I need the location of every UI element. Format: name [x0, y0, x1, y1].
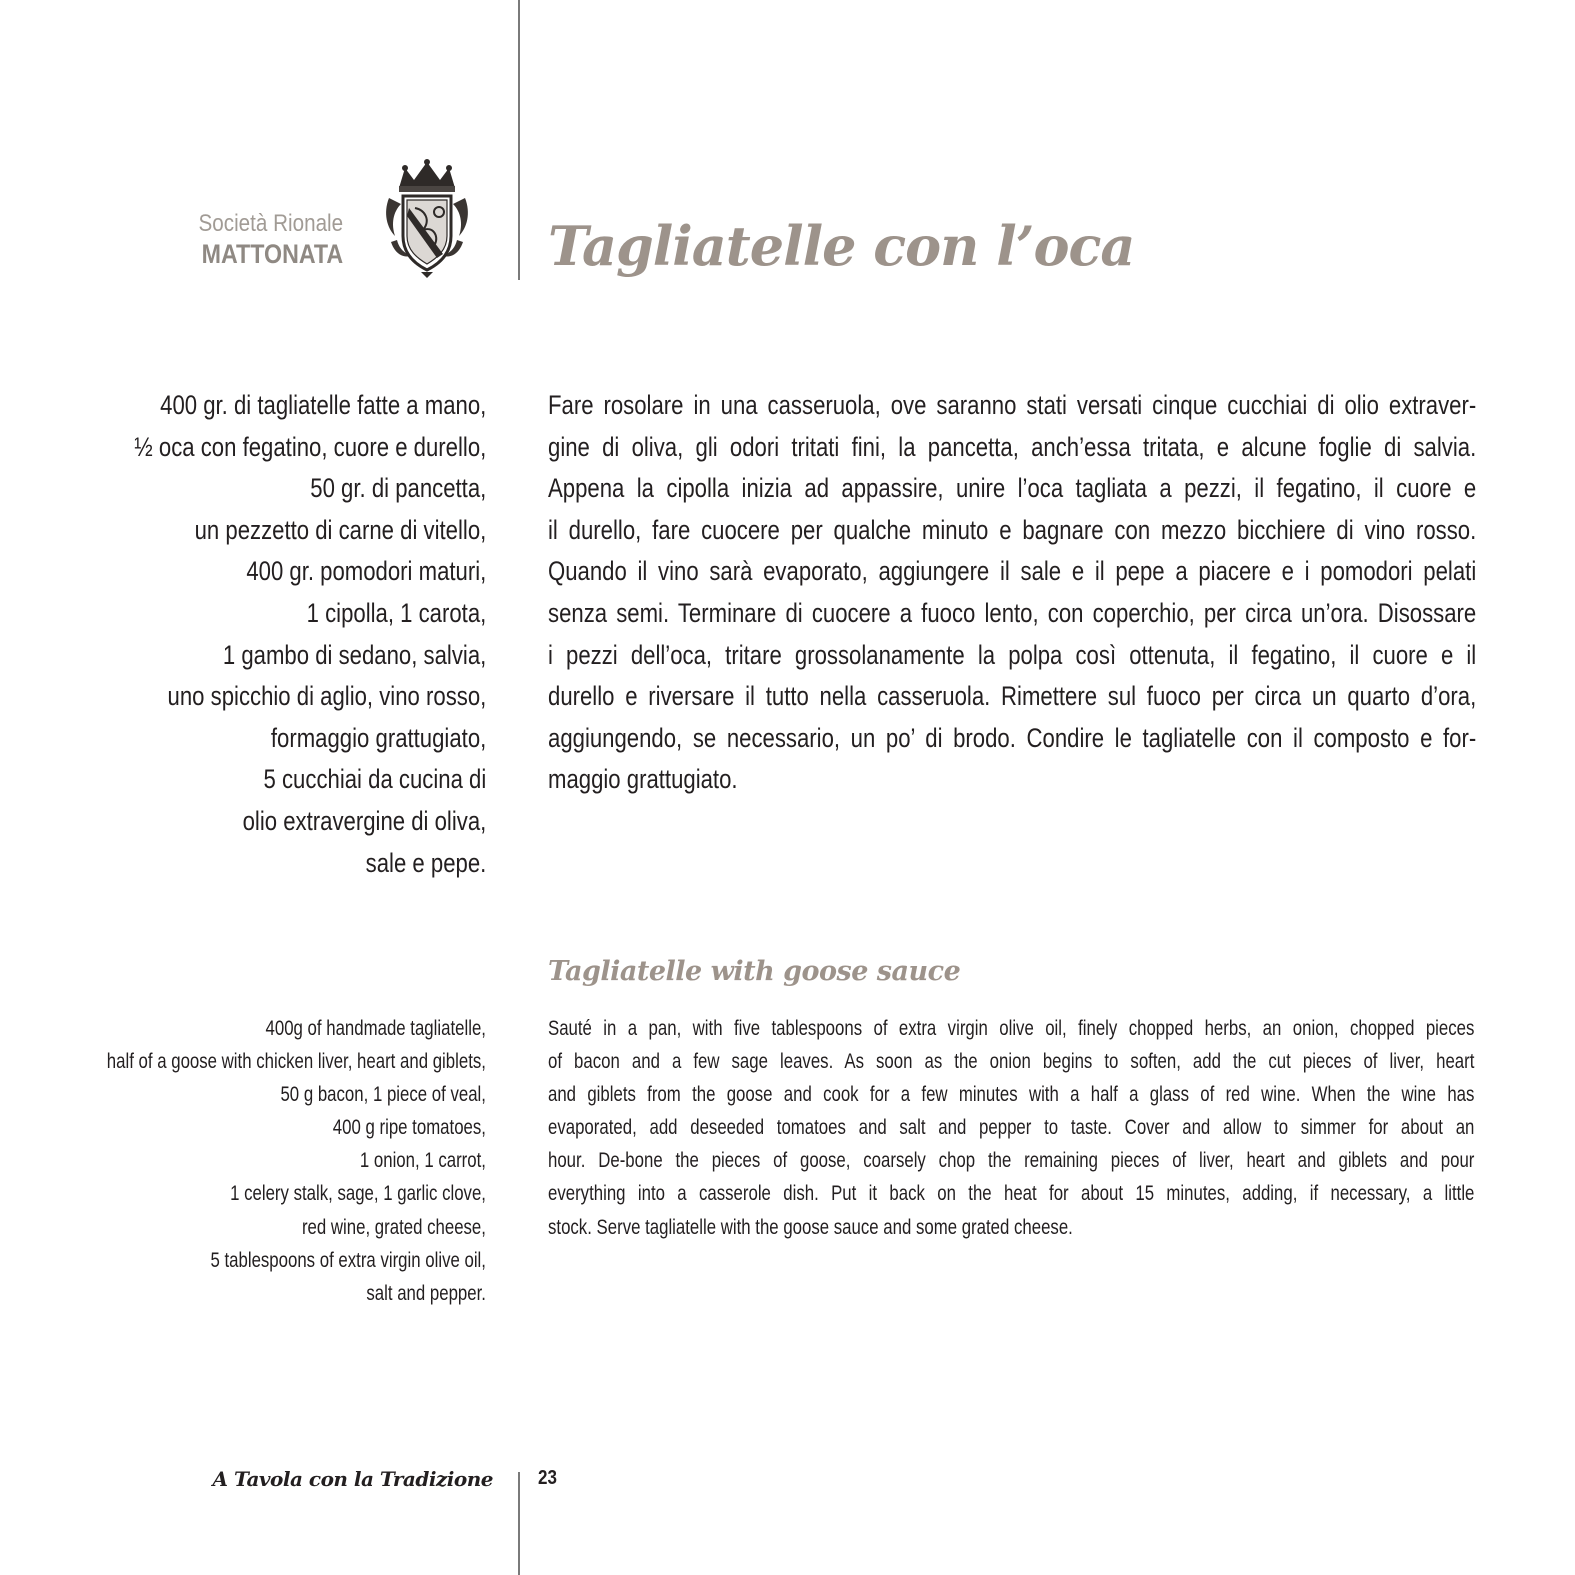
ingredient-line: half of a goose with chicken liver, heart and giblets,	[106, 1050, 486, 1074]
method-line: il durello, fare cuocere per qualche minuto e bagnare con mezzo bicchiere di vino rosso.	[548, 514, 1477, 545]
method-line: senza semi. Terminare di cuocere a fuoco lento, con coperchio, per circa un’ora. Disossare	[548, 597, 1477, 628]
ingredient-line: 1 cipolla, 1 carota,	[306, 597, 486, 628]
method-line: Fare rosolare in una casseruola, ove saranno stati versati cinque cucchiai di olio extraver-	[548, 390, 1477, 420]
ingredient-line: salt and pepper.	[366, 1281, 486, 1305]
recipe-title: Tagliatelle con l’oca	[548, 214, 1135, 278]
ingredient-line: 400 gr. di tagliatelle fatte a mano,	[159, 390, 486, 420]
ingredients-italian	[57, 385, 486, 884]
ingredient-line: red wine, grated cheese,	[302, 1215, 486, 1239]
method-line: hour. De-bone the pieces of goose, coarsely chop the remaining pieces of liver, heart and giblets and pour	[548, 1149, 1475, 1173]
method-line: stock. Serve tagliatelle with the goose sauce and some grated cheese.	[548, 1215, 1073, 1239]
ingredient-line: 1 celery stalk, sage, 1 garlic clove,	[230, 1182, 486, 1206]
method-italian	[548, 385, 1476, 801]
method-line: of bacon and a few sage leaves. As soon as the onion begins to soften, add the cut pieces of liver, heart	[548, 1050, 1475, 1074]
vertical-divider-bottom	[518, 1472, 520, 1575]
method-english	[548, 1012, 1474, 1244]
method-line: Sauté in a pan, with five tablespoons of extra virgin olive oil, finely chopped herbs, an onion, chopped pieces	[548, 1017, 1475, 1040]
ingredient-line: sale e pepe.	[365, 847, 486, 878]
ingredient-line: 400 gr. pomodori maturi,	[246, 556, 486, 587]
ingredient-line: un pezzetto di carne di vitello,	[194, 514, 487, 545]
ingredient-line: 1 gambo di sedano, salvia,	[222, 639, 486, 670]
method-line: and giblets from the goose and cook for a few minutes with a half a glass of red wine. When the wine has	[548, 1083, 1475, 1107]
ingredient-line: 1 onion, 1 carrot,	[359, 1149, 486, 1173]
method-line: maggio grattugiato.	[548, 764, 738, 795]
ingredient-line: olio extravergine di oliva,	[242, 805, 486, 836]
method-line: Appena la cipolla inizia ad appassire, unire l’oca tagliata a pezzi, il fegatino, il cuore e	[548, 473, 1477, 504]
method-line: gine di oliva, gli odori tritati fini, la pancetta, anch’essa tritata, e alcune foglie di salvia.	[548, 431, 1477, 462]
ingredient-line: 5 cucchiai da cucina di	[263, 764, 486, 795]
method-line: Quando il vino sarà evaporato, aggiungere il sale e il pepe a piacere e i pomodori pelati	[548, 556, 1477, 587]
society-label	[175, 208, 343, 270]
ingredient-line: uno spicchio di aglio, vino rosso,	[167, 681, 487, 712]
ingredient-line: 400g of handmade tagliatelle,	[265, 1017, 486, 1040]
book-title: A Tavola con la Tradizione	[212, 1467, 493, 1491]
ingredient-line: ½ oca con fegatino, cuore e durello,	[133, 431, 486, 462]
society-line2: MATTONATA	[201, 239, 343, 269]
society-line1: Società Rionale	[198, 210, 343, 237]
method-line: i pezzi dell’oca, tritare grossolanamente la polpa così ottenuta, il fegatino, il cuore e il	[548, 639, 1477, 670]
english-subtitle: Tagliatelle with goose sauce	[548, 956, 961, 987]
ingredients-english	[12, 1012, 486, 1310]
method-line: everything into a casserole dish. Put it back on the heat for about 15 minutes, adding, if necessary, a little	[548, 1182, 1475, 1206]
ingredient-line: formaggio grattugiato,	[270, 722, 486, 753]
ingredient-line: 50 g bacon, 1 piece of veal,	[280, 1083, 486, 1107]
method-line: aggiungendo, se necessario, un po’ di brodo. Condire le tagliatelle con il composto e for-	[548, 722, 1477, 753]
method-line: durello e riversare il tutto nella casseruola. Rimettere sul fuoco per circa un quarto d’ora,	[548, 681, 1477, 712]
vertical-divider-top	[518, 0, 520, 280]
crest-icon	[381, 158, 473, 280]
page-number: 23	[538, 1467, 557, 1489]
ingredient-line: 5 tablespoons of extra virgin olive oil,	[210, 1248, 486, 1272]
method-line: evaporated, add deseeded tomatoes and salt and pepper to taste. Cover and allow to simmer for about an	[548, 1116, 1475, 1140]
ingredient-line: 50 gr. di pancetta,	[309, 473, 486, 504]
ingredient-line: 400 g ripe tomatoes,	[332, 1116, 486, 1140]
